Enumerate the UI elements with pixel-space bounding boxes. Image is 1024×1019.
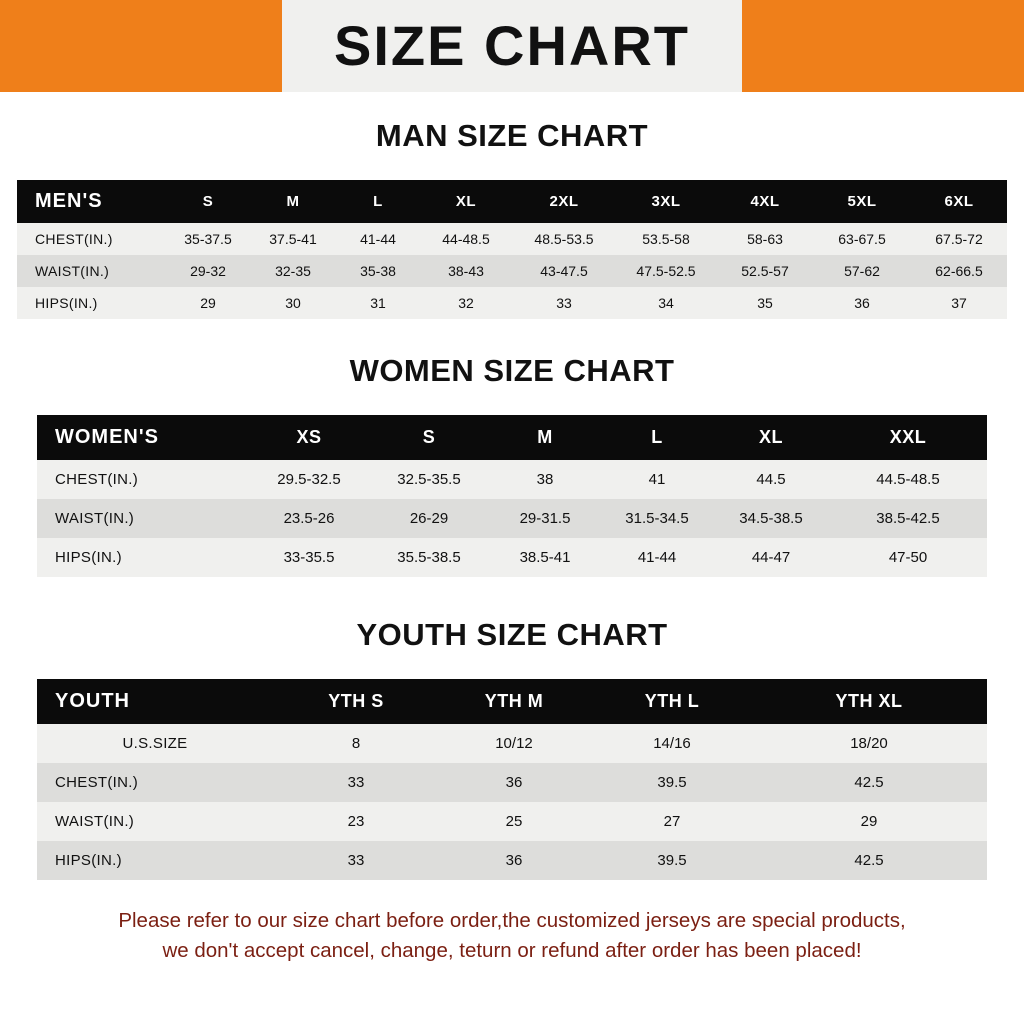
youth-cell: 33: [277, 763, 435, 802]
youth-header-cell: YTH S: [277, 679, 435, 724]
women-cell: 26-29: [369, 499, 489, 538]
youth-row-label: U.S.SIZE: [37, 724, 277, 763]
women-section-title: WOMEN SIZE CHART: [349, 353, 675, 388]
women-size-table: [37, 415, 987, 577]
men-cell: 35: [717, 287, 813, 319]
women-size-section: [0, 353, 1024, 577]
men-header-cell: S: [167, 180, 249, 223]
women-cell: 47-50: [829, 538, 987, 577]
men-cell: 32: [419, 287, 513, 319]
men-cell: 35-37.5: [167, 223, 249, 255]
women-cell: 29.5-32.5: [249, 460, 369, 499]
youth-header-cell: YTH M: [435, 679, 593, 724]
women-row-label: WAIST(IN.): [37, 499, 249, 538]
note-line-1: Please refer to our size chart before order,the customized jerseys are special products,: [118, 909, 906, 932]
men-section-title: MAN SIZE CHART: [375, 118, 649, 153]
women-header-cell: WOMEN'S: [37, 415, 249, 460]
women-cell: 38: [489, 460, 601, 499]
men-header-cell: L: [337, 180, 419, 223]
table-row: [17, 255, 1007, 287]
table-row: [37, 499, 987, 538]
men-size-section: [0, 118, 1024, 319]
women-cell: 35.5-38.5: [369, 538, 489, 577]
men-row-label: CHEST(IN.): [17, 223, 167, 255]
men-cell: 58-63: [717, 223, 813, 255]
table-row: [37, 841, 987, 880]
table-row: [37, 724, 987, 763]
women-header-cell: XS: [249, 415, 369, 460]
men-row-label: WAIST(IN.): [17, 255, 167, 287]
youth-cell: 42.5: [751, 841, 987, 880]
table-row: [17, 223, 1007, 255]
men-header-cell: 3XL: [615, 180, 717, 223]
men-cell: 43-47.5: [513, 255, 615, 287]
men-cell: 30: [249, 287, 337, 319]
men-cell: 34: [615, 287, 717, 319]
men-header-cell: MEN'S: [17, 180, 167, 223]
youth-row-label: CHEST(IN.): [37, 763, 277, 802]
men-cell: 32-35: [249, 255, 337, 287]
youth-cell: 39.5: [593, 763, 751, 802]
youth-cell: 29: [751, 802, 987, 841]
men-cell: 67.5-72: [911, 223, 1007, 255]
men-row-label: HIPS(IN.): [17, 287, 167, 319]
women-cell: 31.5-34.5: [601, 499, 713, 538]
youth-row-label: WAIST(IN.): [37, 802, 277, 841]
table-row: [17, 287, 1007, 319]
women-cell: 41: [601, 460, 713, 499]
women-header-row: [37, 415, 987, 460]
youth-cell: 8: [277, 724, 435, 763]
youth-cell: 14/16: [593, 724, 751, 763]
youth-cell: 23: [277, 802, 435, 841]
women-cell: 33-35.5: [249, 538, 369, 577]
women-header-cell: XXL: [829, 415, 987, 460]
page-banner: [0, 0, 1024, 92]
men-header-cell: 6XL: [911, 180, 1007, 223]
youth-cell: 33: [277, 841, 435, 880]
men-header-cell: 5XL: [813, 180, 911, 223]
women-cell: 34.5-38.5: [713, 499, 829, 538]
men-cell: 37: [911, 287, 1007, 319]
youth-cell: 10/12: [435, 724, 593, 763]
men-cell: 48.5-53.5: [513, 223, 615, 255]
women-row-label: HIPS(IN.): [37, 538, 249, 577]
women-row-label: CHEST(IN.): [37, 460, 249, 499]
men-cell: 33: [513, 287, 615, 319]
table-row: [37, 538, 987, 577]
youth-cell: 36: [435, 841, 593, 880]
men-cell: 44-48.5: [419, 223, 513, 255]
youth-cell: 18/20: [751, 724, 987, 763]
men-cell: 35-38: [337, 255, 419, 287]
men-size-table: [17, 180, 1007, 319]
women-header-cell: M: [489, 415, 601, 460]
women-cell: 23.5-26: [249, 499, 369, 538]
youth-section-title: YOUTH SIZE CHART: [356, 617, 668, 652]
youth-header-cell: YTH L: [593, 679, 751, 724]
women-header-cell: L: [601, 415, 713, 460]
men-cell: 62-66.5: [911, 255, 1007, 287]
women-cell: 41-44: [601, 538, 713, 577]
men-cell: 29-32: [167, 255, 249, 287]
men-cell: 29: [167, 287, 249, 319]
youth-cell: 27: [593, 802, 751, 841]
youth-header-cell: YTH XL: [751, 679, 987, 724]
men-header-row: [17, 180, 1007, 223]
men-cell: 41-44: [337, 223, 419, 255]
women-cell: 29-31.5: [489, 499, 601, 538]
men-cell: 52.5-57: [717, 255, 813, 287]
youth-cell: 25: [435, 802, 593, 841]
women-cell: 44.5-48.5: [829, 460, 987, 499]
women-cell: 32.5-35.5: [369, 460, 489, 499]
men-header-cell: M: [249, 180, 337, 223]
youth-cell: 39.5: [593, 841, 751, 880]
women-cell: 38.5-41: [489, 538, 601, 577]
youth-cell: 42.5: [751, 763, 987, 802]
women-cell: 44.5: [713, 460, 829, 499]
men-cell: 63-67.5: [813, 223, 911, 255]
youth-cell: 36: [435, 763, 593, 802]
women-cell: 38.5-42.5: [829, 499, 987, 538]
women-header-cell: S: [369, 415, 489, 460]
men-cell: 31: [337, 287, 419, 319]
men-cell: 47.5-52.5: [615, 255, 717, 287]
youth-size-section: [0, 617, 1024, 880]
men-header-cell: 4XL: [717, 180, 813, 223]
men-cell: 37.5-41: [249, 223, 337, 255]
youth-header-cell: YOUTH: [37, 679, 277, 724]
table-row: [37, 763, 987, 802]
men-header-cell: 2XL: [513, 180, 615, 223]
page-title: SIZE CHART: [334, 14, 690, 77]
note-line-2: we don't accept cancel, change, teturn or refund after order has been placed!: [162, 938, 862, 962]
men-cell: 36: [813, 287, 911, 319]
return-policy-note: [0, 906, 1024, 965]
youth-row-label: HIPS(IN.): [37, 841, 277, 880]
men-cell: 53.5-58: [615, 223, 717, 255]
men-cell: 38-43: [419, 255, 513, 287]
men-cell: 57-62: [813, 255, 911, 287]
women-cell: 44-47: [713, 538, 829, 577]
table-row: [37, 802, 987, 841]
table-row: [37, 460, 987, 499]
men-header-cell: XL: [419, 180, 513, 223]
women-header-cell: XL: [713, 415, 829, 460]
youth-header-row: [37, 679, 987, 724]
youth-size-table: [37, 679, 987, 880]
